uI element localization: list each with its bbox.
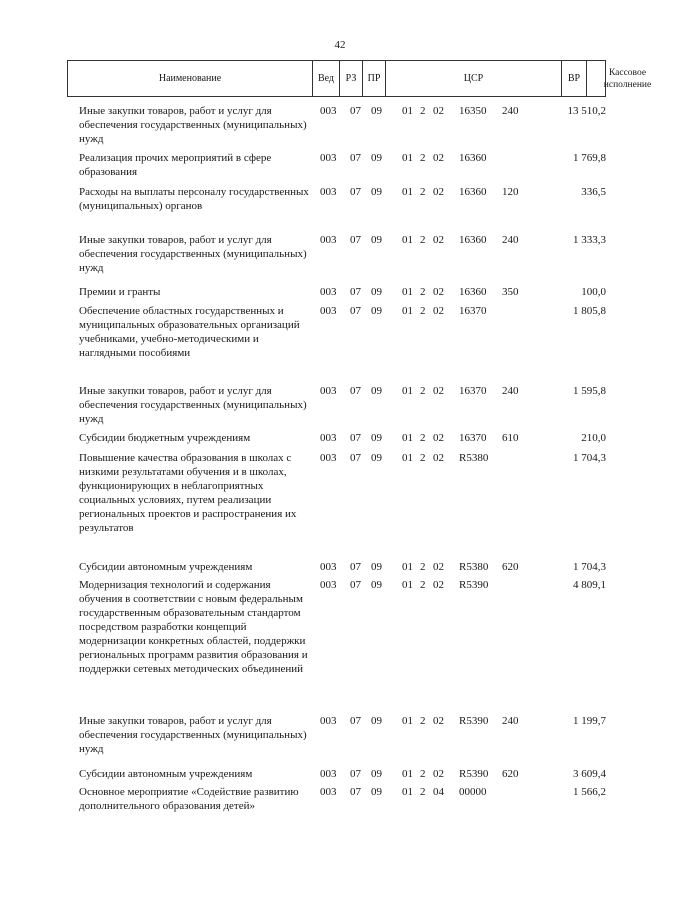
header-name: Наименование <box>68 61 313 96</box>
row-rz: 07 <box>350 579 361 591</box>
row-ved: 003 <box>320 305 337 317</box>
row-vr: 240 <box>502 715 519 727</box>
row-ved: 003 <box>320 286 337 298</box>
row-p2: 2 <box>420 286 426 298</box>
row-name: Субсидии автономным учреждениям <box>79 561 253 573</box>
row-rz: 07 <box>350 105 361 117</box>
row-sum: 1 704,3 <box>573 452 606 464</box>
row-p4: 16370 <box>459 305 487 317</box>
row-pr: 09 <box>371 286 382 298</box>
row-name: Основное мероприятие «Содействие развитию дополнительного образования детей» <box>79 786 299 812</box>
row-name: Иные закупки товаров, работ и услуг для обеспечения государственных (муниципальных) нужд <box>79 715 307 755</box>
row-sum: 210,0 <box>581 432 606 444</box>
row-sum: 4 809,1 <box>573 579 606 591</box>
row-pr: 09 <box>371 432 382 444</box>
row-rz: 07 <box>350 152 361 164</box>
row-ved: 003 <box>320 105 337 117</box>
row-p2: 2 <box>420 234 426 246</box>
row-p2: 2 <box>420 561 426 573</box>
row-name: Субсидии автономным учреждениям <box>79 768 253 780</box>
row-sum: 336,5 <box>581 186 606 198</box>
row-rz: 07 <box>350 768 361 780</box>
row-name: Премии и гранты <box>79 286 161 298</box>
row-rz: 07 <box>350 452 361 464</box>
row-pr: 09 <box>371 105 382 117</box>
row-pr: 09 <box>371 186 382 198</box>
row-pr: 09 <box>371 152 382 164</box>
header-pr: ПР <box>363 61 386 96</box>
row-p4: 16360 <box>459 186 487 198</box>
row-sum: 1 805,8 <box>573 305 606 317</box>
row-vr: 620 <box>502 561 519 573</box>
row-vr: 120 <box>502 186 519 198</box>
row-vr: 350 <box>502 286 519 298</box>
row-rz: 07 <box>350 305 361 317</box>
row-p3: 02 <box>433 561 444 573</box>
row-p2: 2 <box>420 432 426 444</box>
row-p4: 00000 <box>459 786 487 798</box>
row-vr: 240 <box>502 105 519 117</box>
row-p4: R5390 <box>459 768 489 780</box>
row-name: Расходы на выплаты персоналу государственных (муниципальных) органов <box>79 186 309 212</box>
header-sum-line1: Кассовое <box>608 67 647 78</box>
header-ved: Вед <box>313 61 340 96</box>
row-rz: 07 <box>350 186 361 198</box>
row-p4: 16370 <box>459 385 487 397</box>
row-p2: 2 <box>420 186 426 198</box>
row-p1: 01 <box>402 286 413 298</box>
header-rz: РЗ <box>340 61 363 96</box>
row-pr: 09 <box>371 305 382 317</box>
row-p1: 01 <box>402 561 413 573</box>
row-p1: 01 <box>402 768 413 780</box>
row-p1: 01 <box>402 234 413 246</box>
row-p4: R5380 <box>459 561 489 573</box>
table-header <box>67 60 652 97</box>
row-name: Иные закупки товаров, работ и услуг для обеспечения государственных (муниципальных) нужд <box>79 105 307 145</box>
row-p2: 2 <box>420 105 426 117</box>
row-pr: 09 <box>371 768 382 780</box>
header-sum-line2: исполнение <box>603 79 652 90</box>
header-vr: ВР <box>562 61 587 96</box>
row-p3: 02 <box>433 768 444 780</box>
row-rz: 07 <box>350 234 361 246</box>
row-p4: R5390 <box>459 715 489 727</box>
row-vr: 610 <box>502 432 519 444</box>
row-name: Иные закупки товаров, работ и услуг для обеспечения государственных (муниципальных) нужд <box>79 234 307 274</box>
row-p2: 2 <box>420 452 426 464</box>
row-pr: 09 <box>371 715 382 727</box>
row-sum: 1 199,7 <box>573 715 606 727</box>
row-sum: 1 704,3 <box>573 561 606 573</box>
row-p2: 2 <box>420 579 426 591</box>
row-p4: 16360 <box>459 152 487 164</box>
row-p1: 01 <box>402 152 413 164</box>
row-p1: 01 <box>402 305 413 317</box>
row-p4: 16350 <box>459 105 487 117</box>
row-p2: 2 <box>420 305 426 317</box>
row-rz: 07 <box>350 432 361 444</box>
row-p2: 2 <box>420 768 426 780</box>
row-rz: 07 <box>350 786 361 798</box>
row-sum: 1 595,8 <box>573 385 606 397</box>
header-sum <box>587 61 668 96</box>
row-p3: 02 <box>433 305 444 317</box>
row-pr: 09 <box>371 385 382 397</box>
row-pr: 09 <box>371 234 382 246</box>
row-sum: 1 769,8 <box>573 152 606 164</box>
row-p3: 02 <box>433 152 444 164</box>
row-ved: 003 <box>320 186 337 198</box>
row-name: Повышение качества образования в школах с низкими результатами обучения и в школах, функционирующих в неблагоприятных социальных условиях, путем реализации региональных проектов и распространения их результатов <box>79 452 297 534</box>
row-p1: 01 <box>402 432 413 444</box>
page-number: 42 <box>334 39 346 51</box>
row-p3: 02 <box>433 385 444 397</box>
row-pr: 09 <box>371 452 382 464</box>
row-p3: 02 <box>433 579 444 591</box>
row-ved: 003 <box>320 432 337 444</box>
row-pr: 09 <box>371 561 382 573</box>
row-rz: 07 <box>350 561 361 573</box>
row-p3: 02 <box>433 452 444 464</box>
row-rz: 07 <box>350 715 361 727</box>
row-p4: R5390 <box>459 579 489 591</box>
row-p1: 01 <box>402 452 413 464</box>
row-p1: 01 <box>402 186 413 198</box>
row-p2: 2 <box>420 385 426 397</box>
row-p3: 04 <box>433 786 444 798</box>
row-ved: 003 <box>320 768 337 780</box>
row-p1: 01 <box>402 385 413 397</box>
row-p1: 01 <box>402 715 413 727</box>
row-p1: 01 <box>402 579 413 591</box>
row-ved: 003 <box>320 452 337 464</box>
row-name: Субсидии бюджетным учреждениям <box>79 432 251 444</box>
row-sum: 13 510,2 <box>567 105 606 117</box>
row-p2: 2 <box>420 152 426 164</box>
row-sum: 1 333,3 <box>573 234 606 246</box>
row-ved: 003 <box>320 385 337 397</box>
row-ved: 003 <box>320 152 337 164</box>
row-vr: 620 <box>502 768 519 780</box>
row-name: Обеспечение областных государственных и муниципальных образовательных организаций учебниками, учебно-методическими и наглядными пособиями <box>79 305 300 359</box>
row-p1: 01 <box>402 105 413 117</box>
row-p2: 2 <box>420 715 426 727</box>
row-p3: 02 <box>433 715 444 727</box>
row-p4: 16360 <box>459 286 487 298</box>
row-name: Иные закупки товаров, работ и услуг для обеспечения государственных (муниципальных) нужд <box>79 385 307 425</box>
row-vr: 240 <box>502 385 519 397</box>
row-pr: 09 <box>371 786 382 798</box>
row-p3: 02 <box>433 286 444 298</box>
row-rz: 07 <box>350 385 361 397</box>
row-vr: 240 <box>502 234 519 246</box>
row-name: Реализация прочих мероприятий в сфере образования <box>79 152 272 178</box>
row-pr: 09 <box>371 579 382 591</box>
row-p4: R5380 <box>459 452 489 464</box>
row-ved: 003 <box>320 579 337 591</box>
row-p2: 2 <box>420 786 426 798</box>
row-p4: 16370 <box>459 432 487 444</box>
row-p3: 02 <box>433 234 444 246</box>
row-p3: 02 <box>433 186 444 198</box>
row-sum: 1 566,2 <box>573 786 606 798</box>
row-ved: 003 <box>320 715 337 727</box>
row-rz: 07 <box>350 286 361 298</box>
row-p3: 02 <box>433 432 444 444</box>
row-ved: 003 <box>320 234 337 246</box>
row-sum: 100,0 <box>581 286 606 298</box>
header-csr: ЦСР <box>386 61 562 96</box>
row-p4: 16360 <box>459 234 487 246</box>
row-p1: 01 <box>402 786 413 798</box>
row-ved: 003 <box>320 786 337 798</box>
row-sum: 3 609,4 <box>573 768 606 780</box>
row-p3: 02 <box>433 105 444 117</box>
row-ved: 003 <box>320 561 337 573</box>
row-name: Модернизация технологий и содержания обучения в соответствии с новым федеральным государственным образовательным стандартом посредством разработки концепций модернизации конкретных областей, поддержки региональных программ развития образования и поддержки сетевых методических объединений <box>79 579 308 675</box>
